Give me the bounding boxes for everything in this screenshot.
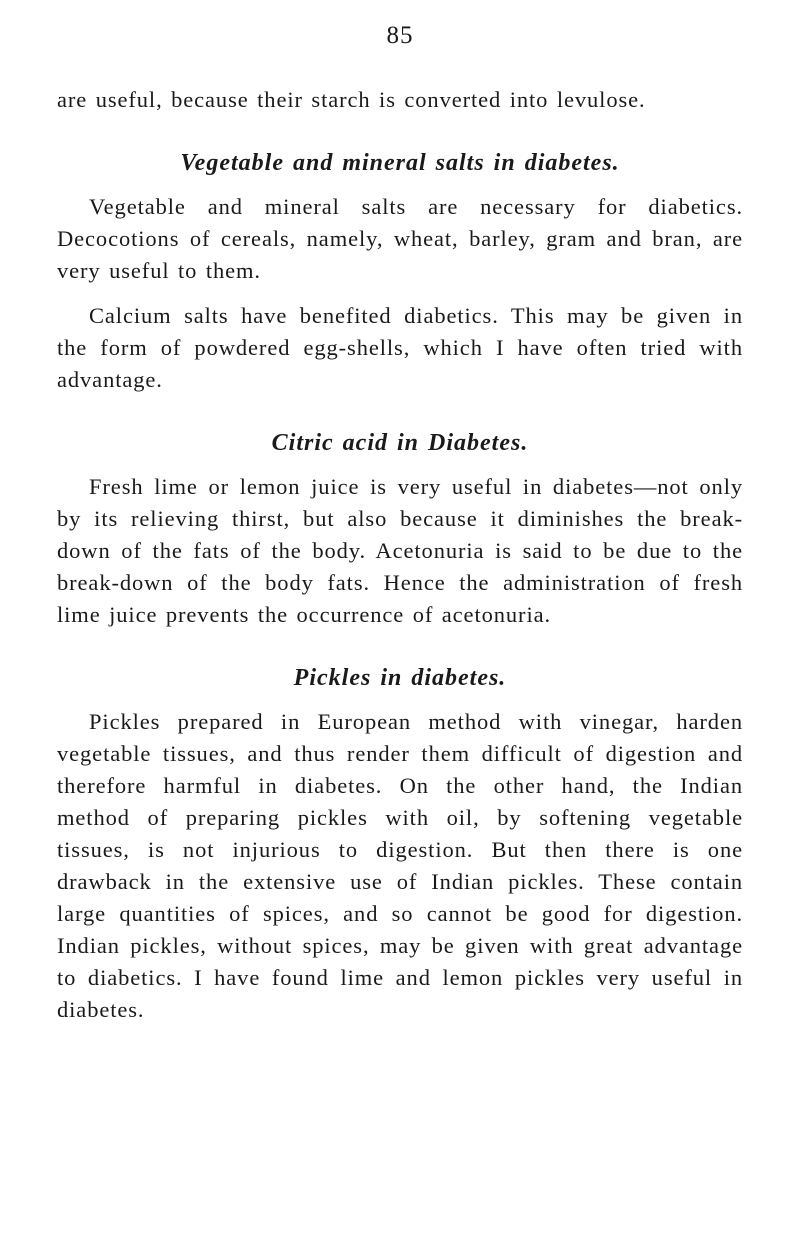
paragraph-lime-juice: Fresh lime or lemon juice is very useful in diabetes—not only by its relieving thirst, but also because it diminishes the break-down of the fats of the body. Acetonuria is said to be due to the break-down of the body fats. Hence the administration of fresh lime juice prevents the occurrence of acetonuria. <box>57 474 743 627</box>
paragraph-pickles: Pickles prepared in European method with vinegar, harden vegetable tissues, and thus render them difficult of digestion and therefore harmful in diabetes. On the other hand, the Indian method of preparing pickles with oil, by softening vegetable tissues, is not injurious to digestion. But then there is one drawback in the extensive use of Indian pickles. These contain large quantities of spices, and so cannot be good for digestion. Indian pickles, without spices, may be given with great advantage to diabetics. I have found lime and lemon pickles very useful in diabetes. <box>57 709 743 1022</box>
page-number: 85 <box>386 22 414 49</box>
paragraph-vegetable-salts: Vegetable and mineral salts are necessary for diabetics. Decocotions of cereals, namely, wheat, barley, gram and bran, are very useful to them. <box>57 194 743 283</box>
heading-vegetable-mineral-salts: Vegetable and mineral salts in diabetes. <box>180 150 620 176</box>
page-body <box>57 84 743 1039</box>
heading-pickles: Pickles in diabetes. <box>293 665 507 691</box>
heading-citric-acid: Citric acid in Diabetes. <box>271 430 529 456</box>
paragraph-calcium-salts: Calcium salts have benefited diabetics. This may be given in the form of powdered egg-shells, which I have often tried with advantage. <box>57 303 743 392</box>
intro-paragraph: are useful, because their starch is converted into levulose. <box>57 87 646 112</box>
